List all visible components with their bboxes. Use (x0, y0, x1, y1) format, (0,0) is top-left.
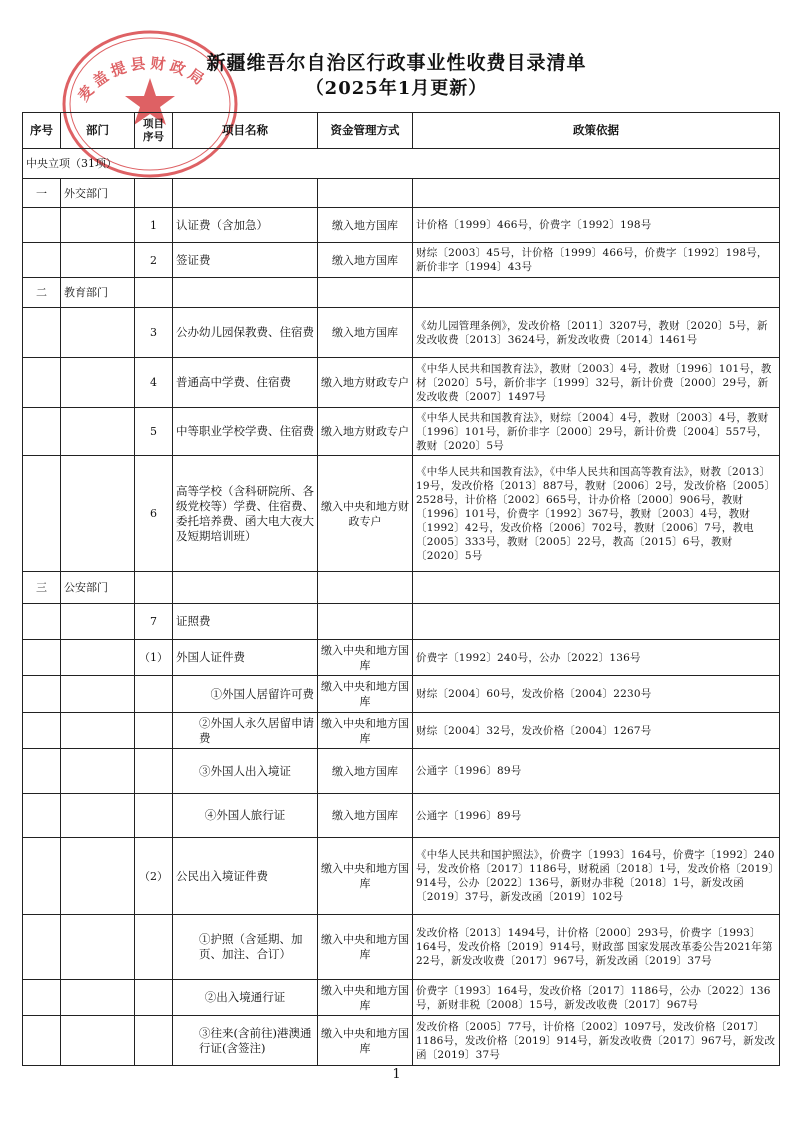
table-row (23, 980, 780, 1016)
policy-basis: 价费字〔1993〕164号，发改价格〔2017〕1186号，公办〔2022〕136号，新财非税〔2008〕15号，新发改收费〔2017〕967号 (413, 980, 780, 1016)
section-title: 中央立项（31项） (23, 149, 780, 179)
dept-name: 外交部门 (61, 179, 135, 208)
policy-basis: 发改价格〔2005〕77号，计价格〔2002〕1097号，发改价格〔2017〕1186号，发改价格〔2019〕914号，新发改收费〔2017〕967号，新发改函〔2019〕37号 (413, 1016, 780, 1066)
svg-text:麦盖提县财政局: 麦盖提县财政局 (74, 54, 211, 105)
policy-basis: 公通字〔1996〕89号 (413, 794, 780, 838)
fund-method: 缴入地方国库 (318, 308, 413, 358)
sub-item-name: ④外国人旅行证 (173, 794, 318, 838)
table-row (23, 713, 780, 749)
item-name: 普通高中学费、住宿费 (173, 358, 318, 408)
table-row (23, 915, 780, 980)
department-row (23, 179, 780, 208)
fund-method: 缴入地方国库 (318, 749, 413, 794)
sub-item-name: ①护照（含延期、加页、加注、合订） (173, 915, 318, 980)
table-header-row (23, 113, 780, 149)
item-number: 5 (135, 408, 173, 456)
fee-catalog-table (22, 112, 780, 1066)
fund-method: 缴入中央和地方国库 (318, 915, 413, 980)
policy-basis: 发改价格〔2013〕1494号，计价格〔2000〕293号，价费字〔1993〕164号，发改价格〔2019〕914号，财政部 国家发展改革委公告2021年第22号，新发改收费〔2017〕967号，新发改函〔2019〕37号 (413, 915, 780, 980)
table-row (23, 749, 780, 794)
item-name: 中等职业学校学费、住宿费 (173, 408, 318, 456)
table-row (23, 358, 780, 408)
policy-basis: 计价格〔1999〕466号，价费字〔1992〕198号 (413, 208, 780, 243)
header-dept: 部门 (61, 113, 135, 149)
dept-name: 公安部门 (61, 572, 135, 604)
table-row (23, 1016, 780, 1066)
fund-method: 缴入中央和地方国库 (318, 980, 413, 1016)
sub-item-name: ①外国人居留许可费 (173, 676, 318, 713)
header-seq: 序号 (23, 113, 61, 149)
document-title: 新疆维吾尔自治区行政事业性收费目录清单 (206, 52, 587, 74)
department-row (23, 572, 780, 604)
item-number: 3 (135, 308, 173, 358)
fund-method: 缴入中央和地方国库 (318, 640, 413, 676)
fund-method: 缴入中央和地方国库 (318, 1016, 413, 1066)
fund-method: 缴入地方国库 (318, 243, 413, 278)
policy-basis: 财综〔2003〕45号，计价格〔1999〕466号，价费字〔1992〕198号，新价非字〔1994〕43号 (413, 243, 780, 278)
dept-seq: 二 (23, 278, 61, 308)
table-row (23, 604, 780, 640)
table-row (23, 456, 780, 572)
header-item-name: 项目名称 (173, 113, 318, 149)
dept-seq: 一 (23, 179, 61, 208)
sub-item-name: ②外国人永久居留申请费 (173, 713, 318, 749)
item-name: 认证费（含加急） (173, 208, 318, 243)
header-item-no: 项目序号 (135, 113, 173, 149)
sub-item-name: ③外国人出入境证 (173, 749, 318, 794)
dept-name: 教育部门 (61, 278, 135, 308)
fund-method: 缴入中央和地方国库 (318, 676, 413, 713)
policy-basis: 《中华人民共和国教育法》，教财〔2003〕4号，教财〔1996〕101号，教材〔2020〕5号，新价非字〔1999〕32号，新计价费〔2000〕29号，新发改收费〔2007〕1497号 (413, 358, 780, 408)
policy-basis: 《中华人民共和国护照法》，价费字〔1993〕164号，价费字〔1992〕240号，发改价格〔2017〕1186号，财税函〔2018〕1号，发改价格〔2019〕914号，公办〔2022〕136号，新财办非税〔2018〕1号，新发改函〔2019〕37号，新发改函〔2019〕102号 (413, 838, 780, 915)
document-subtitle: （2025年1月更新） (305, 78, 488, 99)
item-name: 公民出入境证件费 (173, 838, 318, 915)
item-name: 公办幼儿园保教费、住宿费 (173, 308, 318, 358)
table-row (23, 243, 780, 278)
fund-method: 缴入中央和地方国库 (318, 838, 413, 915)
item-number: 6 (135, 456, 173, 572)
table-row (23, 308, 780, 358)
section-row (23, 149, 780, 179)
item-number: 1 (135, 208, 173, 243)
policy-basis: 公通字〔1996〕89号 (413, 749, 780, 794)
table-row (23, 408, 780, 456)
table-row (23, 208, 780, 243)
item-number: （1） (135, 640, 173, 676)
item-number: 7 (135, 604, 173, 640)
table-row (23, 676, 780, 713)
sub-item-name: ②出入境通行证 (173, 980, 318, 1016)
fund-method: 缴入地方财政专户 (318, 408, 413, 456)
policy-basis: 《幼儿园管理条例》，发改价格〔2011〕3207号，教财〔2020〕5号，新发改收费〔2013〕3624号，新发改收费〔2014〕1461号 (413, 308, 780, 358)
policy-basis: 《中华人民共和国教育法》，《中华人民共和国高等教育法》，财教〔2013〕19号，发改价格〔2013〕887号，教财〔2006〕2号，发改价格〔2005〕2528号，计价格〔2002〕665号，计办价格〔2000〕906号，教财〔1996〕101号，价费字〔1992〕367号，教财〔2003〕4号，教财〔1992〕42号，发改价格〔2006〕702号，教财〔2006〕7号，教电〔2005〕333号，教财〔2005〕22号，教高〔2015〕6号，教财〔2020〕5号 (413, 456, 780, 572)
department-row (23, 278, 780, 308)
header-policy-basis: 政策依据 (413, 113, 780, 149)
item-number: 4 (135, 358, 173, 408)
fund-method: 缴入中央和地方财政专户 (318, 456, 413, 572)
item-number: 2 (135, 243, 173, 278)
fund-method: 缴入地方国库 (318, 208, 413, 243)
table-row (23, 640, 780, 676)
item-name: 签证费 (173, 243, 318, 278)
fund-method: 缴入地方财政专户 (318, 358, 413, 408)
sub-item-name: ③往来(含前往)港澳通行证(含签注) (173, 1016, 318, 1066)
policy-basis: 《中华人民共和国教育法》，财综〔2004〕4号，教财〔2003〕4号，教财〔1996〕101号，新价非字〔2000〕29号，新计价费〔2004〕557号，教财〔2020〕5号 (413, 408, 780, 456)
fund-method: 缴入中央和地方国库 (318, 713, 413, 749)
policy-basis: 价费字〔1992〕240号，公办〔2022〕136号 (413, 640, 780, 676)
table-row (23, 794, 780, 838)
item-name: 证照费 (173, 604, 318, 640)
policy-basis: 财综〔2004〕32号，发改价格〔2004〕1267号 (413, 713, 780, 749)
item-number: （2） (135, 838, 173, 915)
item-name: 外国人证件费 (173, 640, 318, 676)
dept-seq: 三 (23, 572, 61, 604)
fund-method: 缴入地方国库 (318, 794, 413, 838)
table-row (23, 838, 780, 915)
page-number: 1 (392, 1067, 401, 1082)
policy-basis: 财综〔2004〕60号，发改价格〔2004〕2230号 (413, 676, 780, 713)
item-name: 高等学校（含科研院所、各级党校等）学费、住宿费、委托培养费、函大电大夜大及短期培训班） (173, 456, 318, 572)
header-fund-management: 资金管理方式 (318, 113, 413, 149)
